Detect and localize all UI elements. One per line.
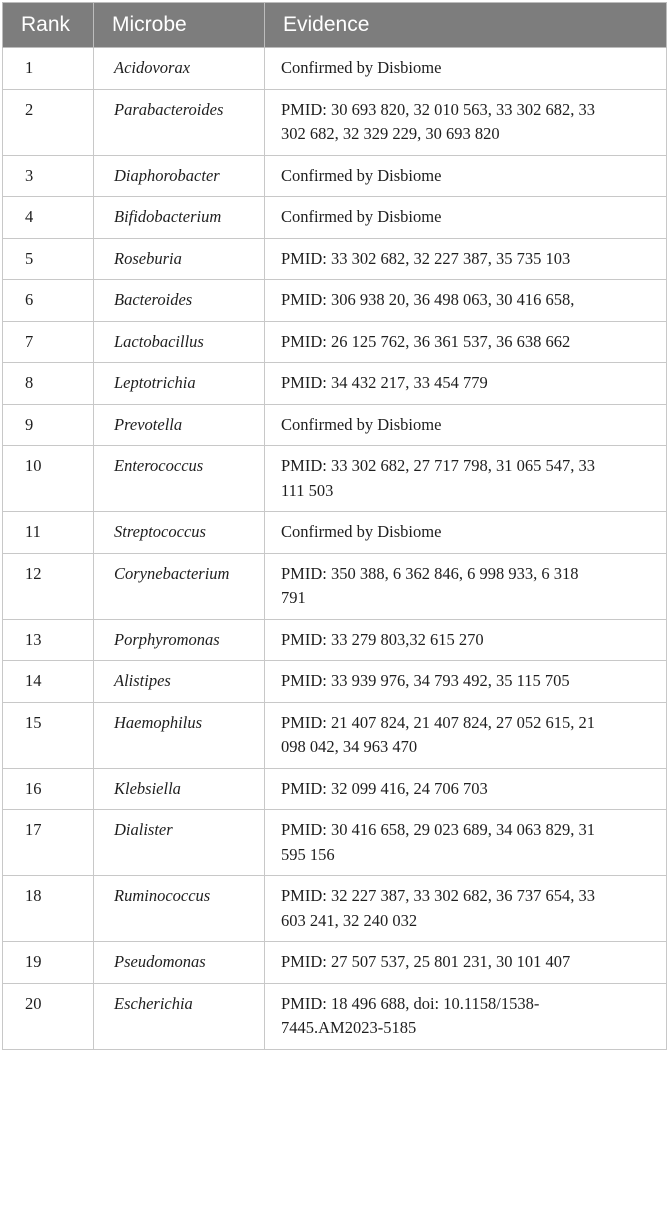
evidence-cell: PMID: 32 227 387, 33 302 682, 36 737 654, 33 603 241, 32 240 032 — [265, 876, 667, 942]
header-row — [3, 3, 667, 48]
microbe-cell: Lactobacillus — [94, 321, 265, 363]
microbe-cell: Parabacteroides — [94, 89, 265, 155]
microbe-cell: Dialister — [94, 810, 265, 876]
table-row — [3, 983, 667, 1049]
rank-cell: 18 — [3, 876, 94, 942]
microbe-cell: Enterococcus — [94, 446, 265, 512]
rank-cell: 20 — [3, 983, 94, 1049]
evidence-cell: Confirmed by Disbiome — [265, 197, 667, 239]
evidence-cell: PMID: 34 432 217, 33 454 779 — [265, 363, 667, 405]
evidence-cell: PMID: 32 099 416, 24 706 703 — [265, 768, 667, 810]
table-row — [3, 48, 667, 90]
table-row — [3, 876, 667, 942]
evidence-cell: Confirmed by Disbiome — [265, 512, 667, 554]
rank-cell: 14 — [3, 661, 94, 703]
table-row — [3, 512, 667, 554]
rank-cell: 16 — [3, 768, 94, 810]
header-evidence: Evidence — [265, 3, 667, 48]
table-row — [3, 363, 667, 405]
table-row — [3, 197, 667, 239]
table-row — [3, 446, 667, 512]
evidence-cell: PMID: 306 938 20, 36 498 063, 30 416 658, — [265, 280, 667, 322]
microbe-cell: Leptotrichia — [94, 363, 265, 405]
evidence-cell: Confirmed by Disbiome — [265, 404, 667, 446]
microbe-cell: Ruminococcus — [94, 876, 265, 942]
evidence-cell: PMID: 30 693 820, 32 010 563, 33 302 682, 33 302 682, 32 329 229, 30 693 820 — [265, 89, 667, 155]
table-row — [3, 155, 667, 197]
evidence-cell: Confirmed by Disbiome — [265, 48, 667, 90]
evidence-cell: PMID: 33 302 682, 27 717 798, 31 065 547, 33 111 503 — [265, 446, 667, 512]
evidence-cell: PMID: 33 279 803,32 615 270 — [265, 619, 667, 661]
evidence-cell: PMID: 33 302 682, 32 227 387, 35 735 103 — [265, 238, 667, 280]
microbe-cell: Alistipes — [94, 661, 265, 703]
table-row — [3, 404, 667, 446]
microbe-cell: Bifidobacterium — [94, 197, 265, 239]
evidence-cell: PMID: 350 388, 6 362 846, 6 998 933, 6 318 791 — [265, 553, 667, 619]
table-row — [3, 702, 667, 768]
microbe-cell: Corynebacterium — [94, 553, 265, 619]
table-row — [3, 619, 667, 661]
table-row — [3, 661, 667, 703]
microbe-cell: Prevotella — [94, 404, 265, 446]
evidence-cell: PMID: 26 125 762, 36 361 537, 36 638 662 — [265, 321, 667, 363]
rank-cell: 5 — [3, 238, 94, 280]
header-rank: Rank — [3, 3, 94, 48]
rank-cell: 11 — [3, 512, 94, 554]
microbe-cell: Haemophilus — [94, 702, 265, 768]
table-row — [3, 768, 667, 810]
table-row — [3, 280, 667, 322]
rank-cell: 3 — [3, 155, 94, 197]
microbe-cell: Klebsiella — [94, 768, 265, 810]
rank-cell: 19 — [3, 942, 94, 984]
table-row — [3, 89, 667, 155]
rank-cell: 13 — [3, 619, 94, 661]
rank-cell: 8 — [3, 363, 94, 405]
microbe-cell: Acidovorax — [94, 48, 265, 90]
evidence-cell: PMID: 27 507 537, 25 801 231, 30 101 407 — [265, 942, 667, 984]
microbe-cell: Roseburia — [94, 238, 265, 280]
rank-cell: 1 — [3, 48, 94, 90]
evidence-cell: PMID: 33 939 976, 34 793 492, 35 115 705 — [265, 661, 667, 703]
microbe-evidence-table — [2, 2, 667, 1050]
table-body — [3, 48, 667, 1050]
microbe-cell: Bacteroides — [94, 280, 265, 322]
microbe-cell: Diaphorobacter — [94, 155, 265, 197]
rank-cell: 4 — [3, 197, 94, 239]
table-row — [3, 238, 667, 280]
microbe-cell: Escherichia — [94, 983, 265, 1049]
table-row — [3, 321, 667, 363]
evidence-cell: PMID: 21 407 824, 21 407 824, 27 052 615, 21 098 042, 34 963 470 — [265, 702, 667, 768]
rank-cell: 10 — [3, 446, 94, 512]
rank-cell: 15 — [3, 702, 94, 768]
microbe-cell: Pseudomonas — [94, 942, 265, 984]
table-header — [3, 3, 667, 48]
evidence-cell: Confirmed by Disbiome — [265, 155, 667, 197]
rank-cell: 6 — [3, 280, 94, 322]
table-row — [3, 810, 667, 876]
evidence-cell: PMID: 30 416 658, 29 023 689, 34 063 829, 31 595 156 — [265, 810, 667, 876]
rank-cell: 12 — [3, 553, 94, 619]
table-row — [3, 942, 667, 984]
table-row — [3, 553, 667, 619]
microbe-cell: Porphyromonas — [94, 619, 265, 661]
rank-cell: 17 — [3, 810, 94, 876]
rank-cell: 9 — [3, 404, 94, 446]
rank-cell: 7 — [3, 321, 94, 363]
rank-cell: 2 — [3, 89, 94, 155]
microbe-cell: Streptococcus — [94, 512, 265, 554]
header-microbe: Microbe — [94, 3, 265, 48]
evidence-cell: PMID: 18 496 688, doi: 10.1158/1538-7445.AM2023-5185 — [265, 983, 667, 1049]
